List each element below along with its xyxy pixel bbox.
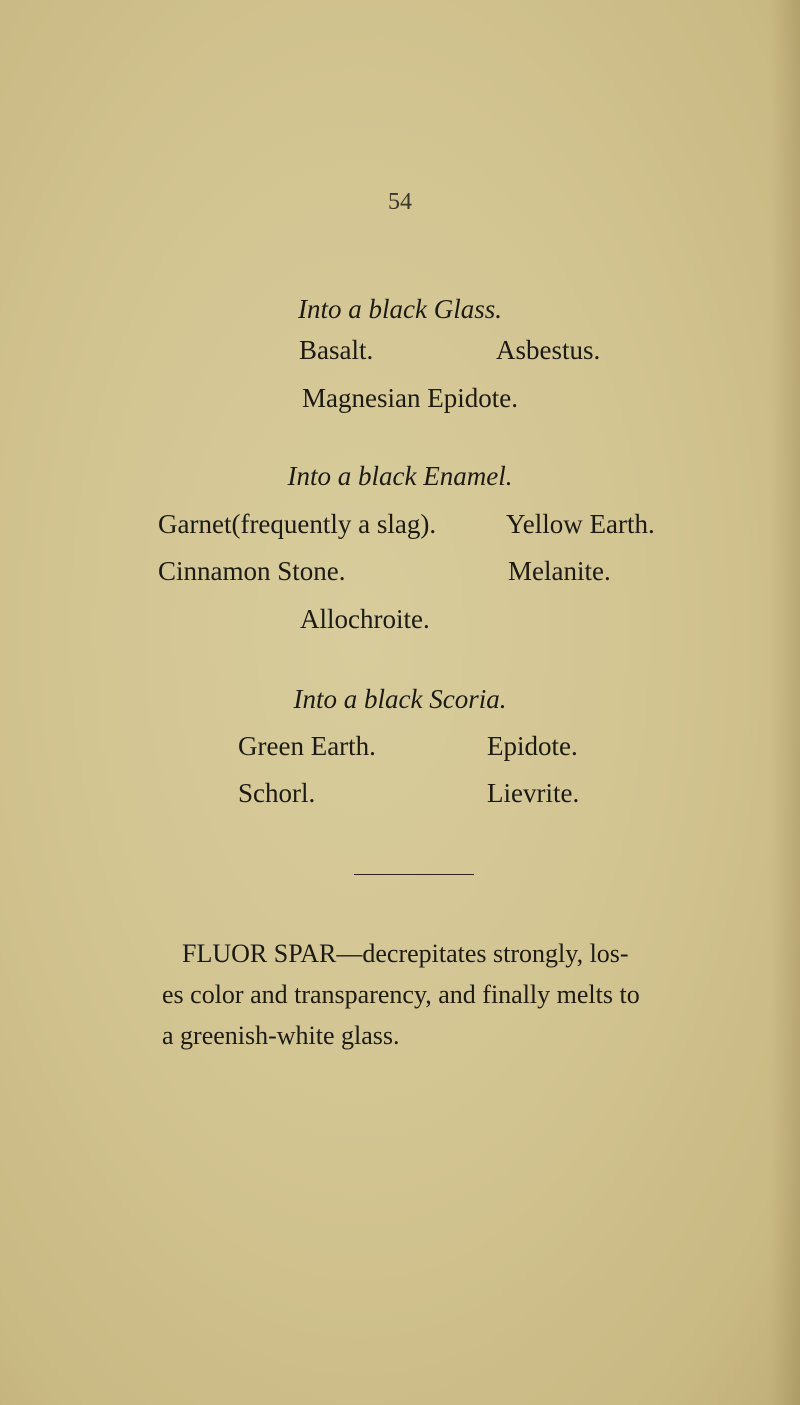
section-divider-rule: [354, 874, 474, 875]
fluor-spar-paragraph: [162, 933, 696, 1056]
entry-green-earth: Green Earth.: [238, 731, 376, 761]
paragraph-line-2: es color and transparency, and finally melts to: [162, 980, 640, 1009]
page-number: 54: [388, 189, 412, 215]
entry-melanite: Melanite.: [508, 556, 611, 586]
entry-magnesian-epidote: Magnesian Epidote.: [302, 383, 518, 413]
entry-basalt: Basalt.: [299, 335, 374, 365]
entry-asbestus: Asbestus.: [496, 335, 601, 365]
paragraph-line-1: FLUOR SPAR—decrepitates strongly, los-: [182, 939, 629, 968]
entry-epidote: Epidote.: [487, 731, 578, 761]
entry-garnet: Garnet(frequently a slag).: [158, 509, 437, 539]
entry-yellow-earth: Yellow Earth.: [506, 509, 655, 539]
heading-black-glass: Into a black Glass.: [298, 294, 502, 324]
entry-allochroite: Allochroite.: [300, 604, 430, 634]
entry-schorl: Schorl.: [238, 778, 316, 808]
heading-black-enamel: Into a black Enamel.: [287, 461, 513, 491]
entry-cinnamon-stone: Cinnamon Stone.: [158, 556, 346, 586]
entry-lievrite: Lievrite.: [487, 778, 580, 808]
heading-black-scoria: Into a black Scoria.: [293, 684, 507, 714]
paragraph-line-3: a greenish-white glass.: [162, 1021, 400, 1050]
